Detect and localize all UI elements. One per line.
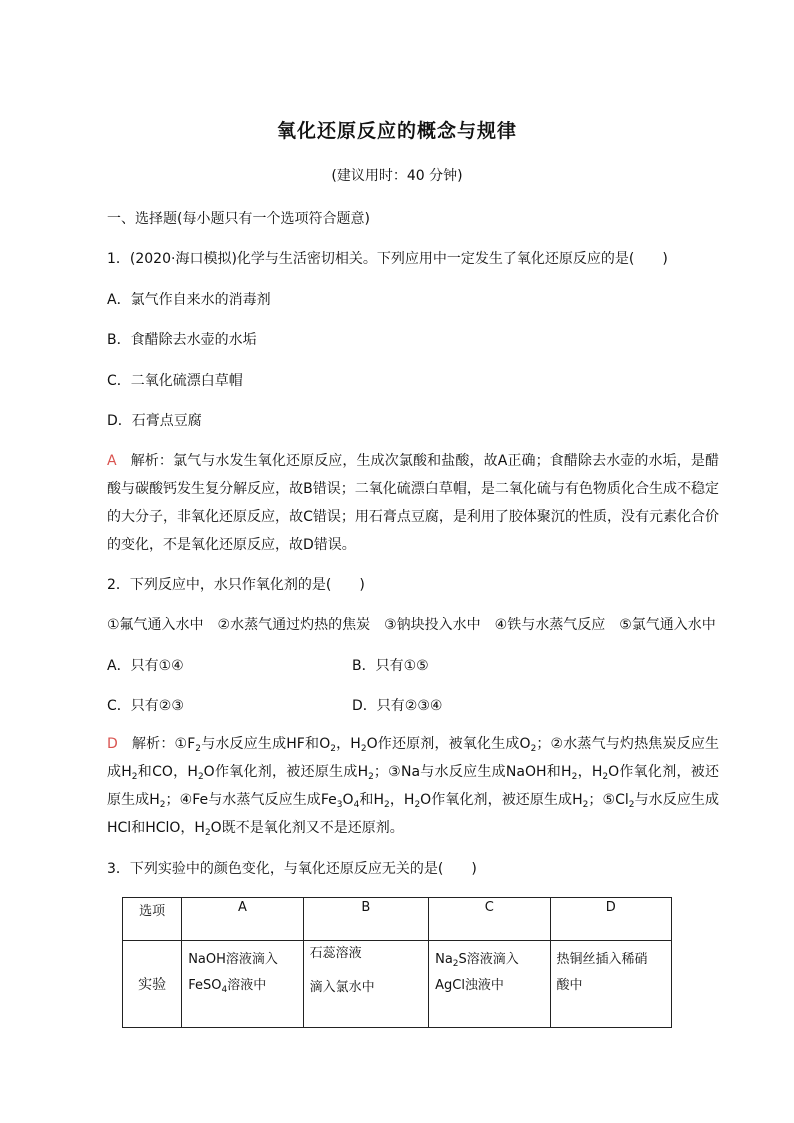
q1-analysis xyxy=(107,447,719,559)
suggested-time: (建议用时：40 分钟) xyxy=(331,168,463,184)
q1-option-c: C．二氧化硫漂白草帽 xyxy=(107,373,243,389)
q1-stem: 1．(2020·海口模拟)化学与生活密切相关。下列应用中一定发生了氧化还原反应的是( ) xyxy=(107,251,668,267)
q3-stem: 3．下列实验中的颜色变化，与氧化还原反应无关的是( ) xyxy=(107,861,477,877)
cell-d: 热铜丝插入稀硝 酸中 xyxy=(550,941,671,1028)
q2-analysis: D 解析：$①F_2$与水反应生成HF和$O_2$，$H_2O$作还原剂，被氧化生成$O_2$；②水蒸气与灼热焦炭反应生成$H_2$和CO，$H_2O$作氧化剂，被还原生成$H_2$；③Na与水反应生成NaOH和$H_2$，$H_2O$作氧化剂，被还原生成$H_2$；④Fe与水蒸气反应生成$Fe_3O_4$和$H_2$，$H_2O$作氧化剂，被还原生成$H_2$；$⑤Cl_2$与水反应生成HCl和HClO，$H_2O$既不是氧化剂又不是还原剂。 xyxy=(107,736,720,838)
section-heading: 一、选择题(每小题只有一个选项符合题意) xyxy=(107,211,370,227)
q1-option-d: D．石膏点豆腐 xyxy=(107,413,202,429)
cell-b: 石蕊溶液 滴入氯水中 xyxy=(303,941,428,1028)
table-header-cell: B xyxy=(303,898,428,941)
table-header-cell: 选项 xyxy=(123,898,182,941)
q2-stem: 2．下列反应中，水只作氧化剂的是( ) xyxy=(107,577,365,593)
table-header-cell: A xyxy=(182,898,303,941)
q2-option-a: A．只有①④ xyxy=(107,658,184,674)
q1-option-b: B．食醋除去水壶的水垢 xyxy=(107,332,257,348)
table-header-cell: C xyxy=(429,898,550,941)
q3-options-table xyxy=(122,897,672,1028)
q1-answer: A xyxy=(107,453,117,469)
row-label: 实验 xyxy=(123,941,182,1028)
q1-option-a: A．氯气作自来水的消毒剂 xyxy=(107,292,271,308)
table-header-row xyxy=(123,898,672,941)
table-header-cell: D xyxy=(550,898,671,941)
q2-option-b: B．只有①⑤ xyxy=(352,658,429,674)
table-row xyxy=(123,941,672,1028)
q2-items: ①氟气通入水中 ②水蒸气通过灼热的焦炭 ③钠块投入水中 ④铁与水蒸气反应 ⑤氯气通入水中 xyxy=(107,617,716,633)
q2-option-d: D．只有②③④ xyxy=(352,698,443,714)
cell-a: NaOH溶液滴入 FeSO$_4$溶液中 xyxy=(182,941,303,1028)
q2-answer: D xyxy=(107,736,118,752)
q2-option-c: C．只有②③ xyxy=(107,698,184,714)
cell-c: $Na_2S$溶液滴入 AgCl浊液中 xyxy=(429,941,550,1028)
page-title: 氧化还原反应的概念与规律 xyxy=(276,120,517,142)
q1-analysis-text: 解析：氯气与水发生氧化还原反应，生成次氯酸和盐酸，故A正确；食醋除去水壶的水垢，是醋酸与碳酸钙发生复分解反应，故B错误；二氧化硫漂白草帽，是二氧化硫与有色物质化合生成不稳定的大分子，非氧化还原反应，故C错误；用石膏点豆腐，是利用了胶体聚沉的性质，没有元素化合价的变化，不是氧化还原反应，故D错误。 xyxy=(107,453,719,553)
